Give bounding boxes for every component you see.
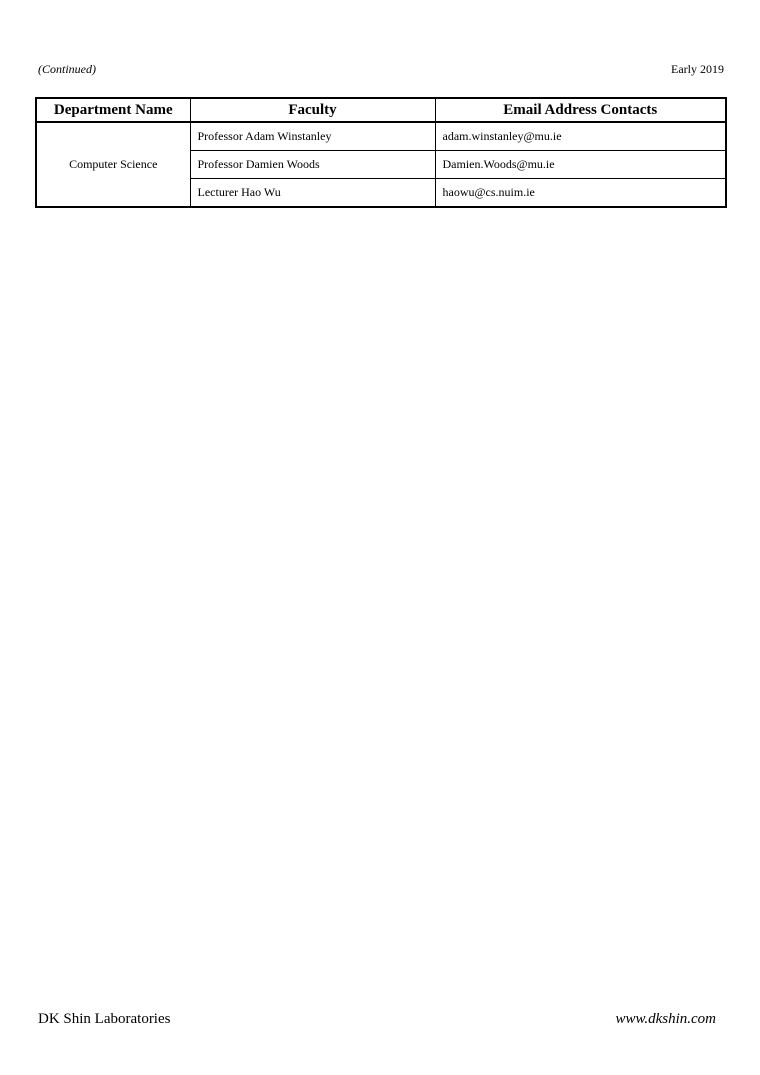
- column-header-department: Department Name: [36, 98, 190, 122]
- faculty-cell: Professor Damien Woods: [190, 151, 435, 179]
- faculty-contacts-table: [35, 97, 727, 208]
- email-cell: Damien.Woods@mu.ie: [435, 151, 726, 179]
- department-cell: Computer Science: [36, 122, 190, 207]
- footer-lab-name: DK Shin Laboratories: [38, 1011, 171, 1027]
- continued-label: (Continued): [38, 62, 96, 76]
- footer-website: www.dkshin.com: [615, 1011, 716, 1027]
- email-cell: adam.winstanley@mu.ie: [435, 122, 726, 151]
- table-header-row: [36, 98, 726, 122]
- faculty-cell: Lecturer Hao Wu: [190, 179, 435, 208]
- date-label: Early 2019: [671, 62, 724, 76]
- email-cell: haowu@cs.nuim.ie: [435, 179, 726, 208]
- table-row: [36, 122, 726, 151]
- page-header: [38, 62, 724, 80]
- column-header-email: Email Address Contacts: [435, 98, 726, 122]
- column-header-faculty: Faculty: [190, 98, 435, 122]
- faculty-cell: Professor Adam Winstanley: [190, 122, 435, 151]
